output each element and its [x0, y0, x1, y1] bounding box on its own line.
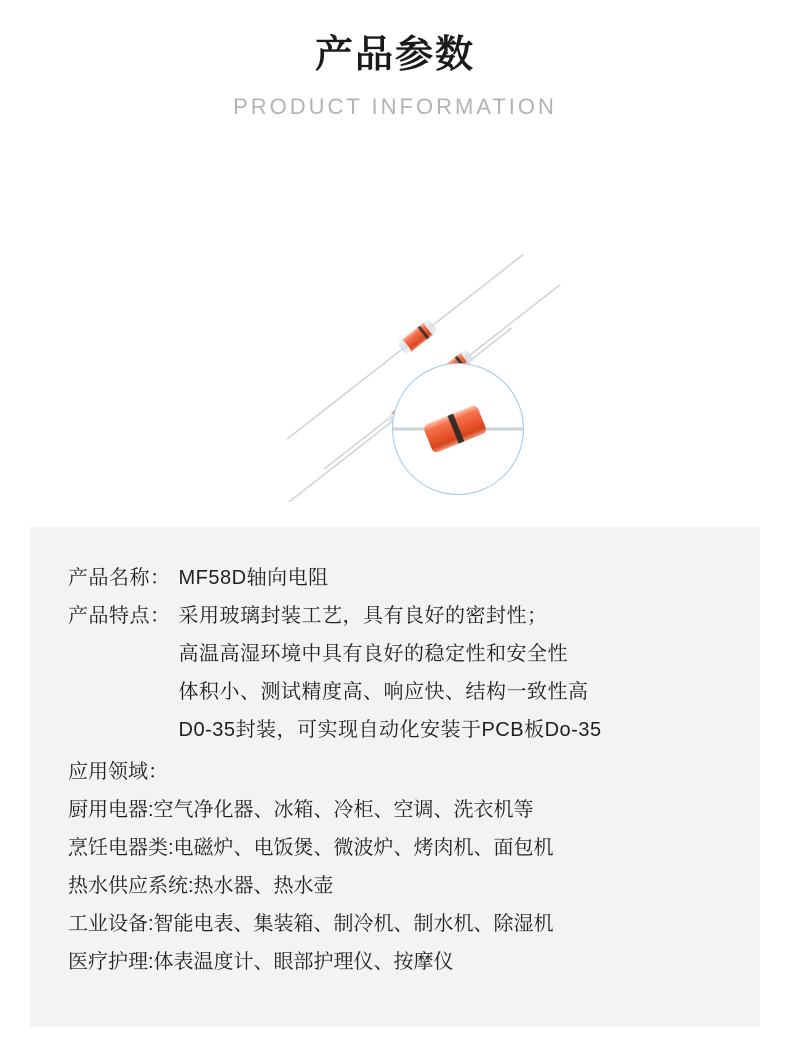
page-header [0, 0, 790, 120]
magnified-diode-body [422, 404, 487, 454]
specification-panel [30, 527, 760, 1027]
magnified-lead-right [481, 427, 524, 431]
page-title: 产品参数 [314, 34, 475, 76]
feature-list [179, 597, 761, 749]
diode-lead-left [275, 417, 396, 501]
magnified-polarity-band [448, 414, 465, 444]
application-item-medical: 医疗护理:体表温度计、眼部护理仪、按摩仪 [68, 951, 454, 973]
application-item-cooking: 烹饪电器类:电磁炉、电饭煲、微波炉、烤肉机、面包机 [68, 837, 554, 859]
product-name-value: MF58D轴向电阻 [178, 567, 329, 589]
product-feature-value [171, 597, 761, 749]
product-feature-row [68, 597, 760, 749]
product-feature-label: 产品特点： [68, 605, 171, 627]
list-item: D0-35封装，可实现自动化安装于PCB板Do-35 [178, 719, 602, 741]
application-item-kitchen: 厨用电器:空气净化器、冰箱、冷柜、空调、洗衣机等 [68, 799, 534, 821]
list-item: 采用玻璃封装工艺，具有良好的密封性； [178, 605, 548, 627]
product-name-row [68, 559, 760, 597]
application-item-hotwater: 热水供应系统:热水器、热水壶 [68, 875, 334, 897]
application-item-industrial: 工业设备:智能电表、集装箱、制冷机、制水机、除湿机 [68, 913, 554, 935]
application-label: 应用领域： [68, 761, 168, 783]
list-item: 体积小、测试精度高、响应快、结构一致性高 [178, 681, 589, 703]
product-name-label: 产品名称： [68, 567, 171, 589]
list-item: 高温高湿环境中具有良好的稳定性和安全性 [178, 643, 568, 665]
magnifier-detail-circle [392, 363, 524, 495]
page-subtitle: PRODUCT INFORMATION [233, 93, 557, 119]
